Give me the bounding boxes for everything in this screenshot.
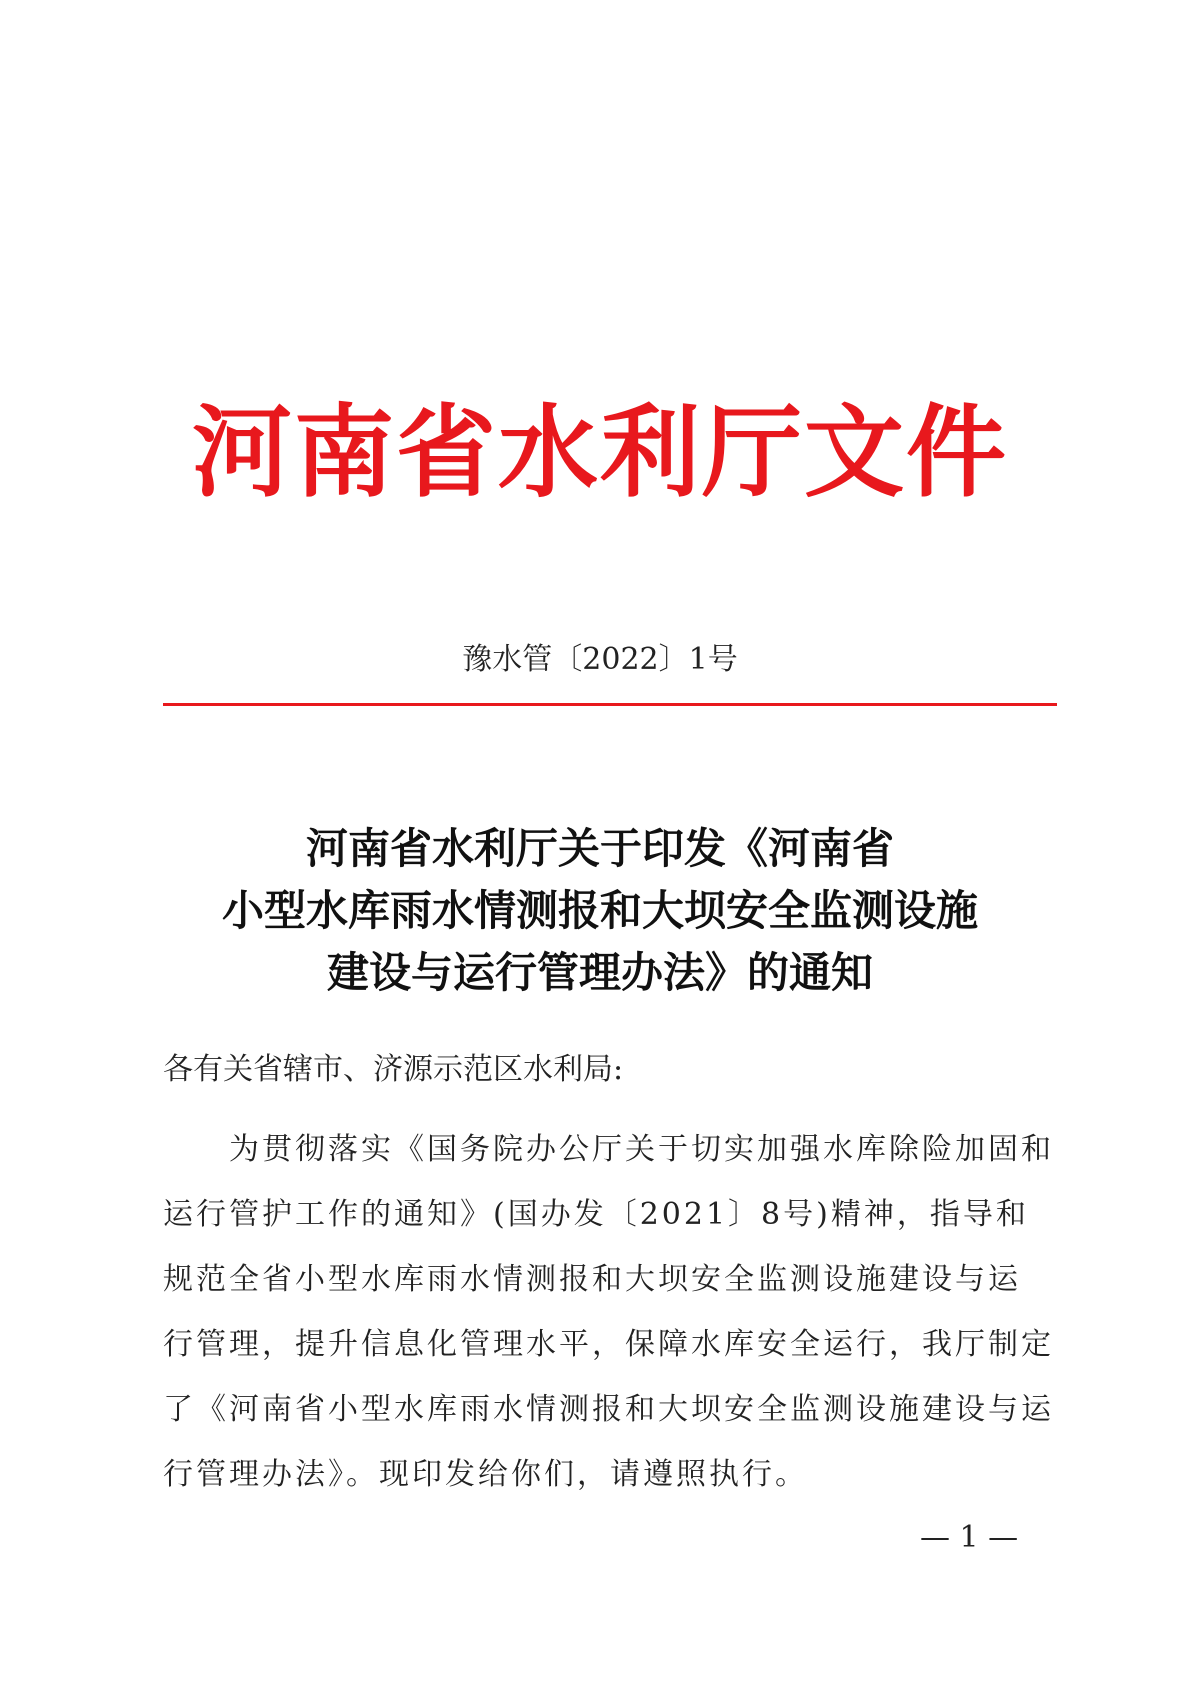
notice-title-line: 河南省水利厅关于印发《河南省 (305, 824, 894, 873)
body-line: 运行管护工作的通知》(国办发〔2021〕8号)精神，指导和 (163, 1197, 1029, 1232)
body-line: 行管理办法》。现印发给你们，请遵照执行。 (163, 1457, 808, 1492)
body-line: 为贯彻落实《国务院办公厅关于切实加强水库除险加固和 (163, 1132, 1054, 1167)
salutation: 各有关省辖市、济源示范区水利局: (163, 1052, 624, 1087)
document-number: 豫水管〔2022〕1号 (462, 642, 738, 677)
red-separator-rule (163, 703, 1057, 706)
body-paragraph (163, 1117, 1063, 1507)
body-line: 行管理，提升信息化管理水平，保障水库安全运行，我厅制定 (163, 1327, 1054, 1362)
body-line: 了《河南省小型水库雨水情测报和大坝安全监测设施建设与运 (163, 1392, 1054, 1427)
page-number: — 1 — (920, 1520, 1019, 1555)
notice-title (150, 818, 1050, 1004)
body-line: 规范全省小型水库雨水情测报和大坝安全监测设施建设与运 (163, 1262, 1021, 1297)
notice-title-line: 建设与运行管理办法》的通知 (326, 948, 873, 997)
notice-title-line: 小型水库雨水情测报和大坝安全监测设施 (221, 886, 978, 935)
document-header-title: 河南省水利厅文件 (192, 393, 1008, 511)
